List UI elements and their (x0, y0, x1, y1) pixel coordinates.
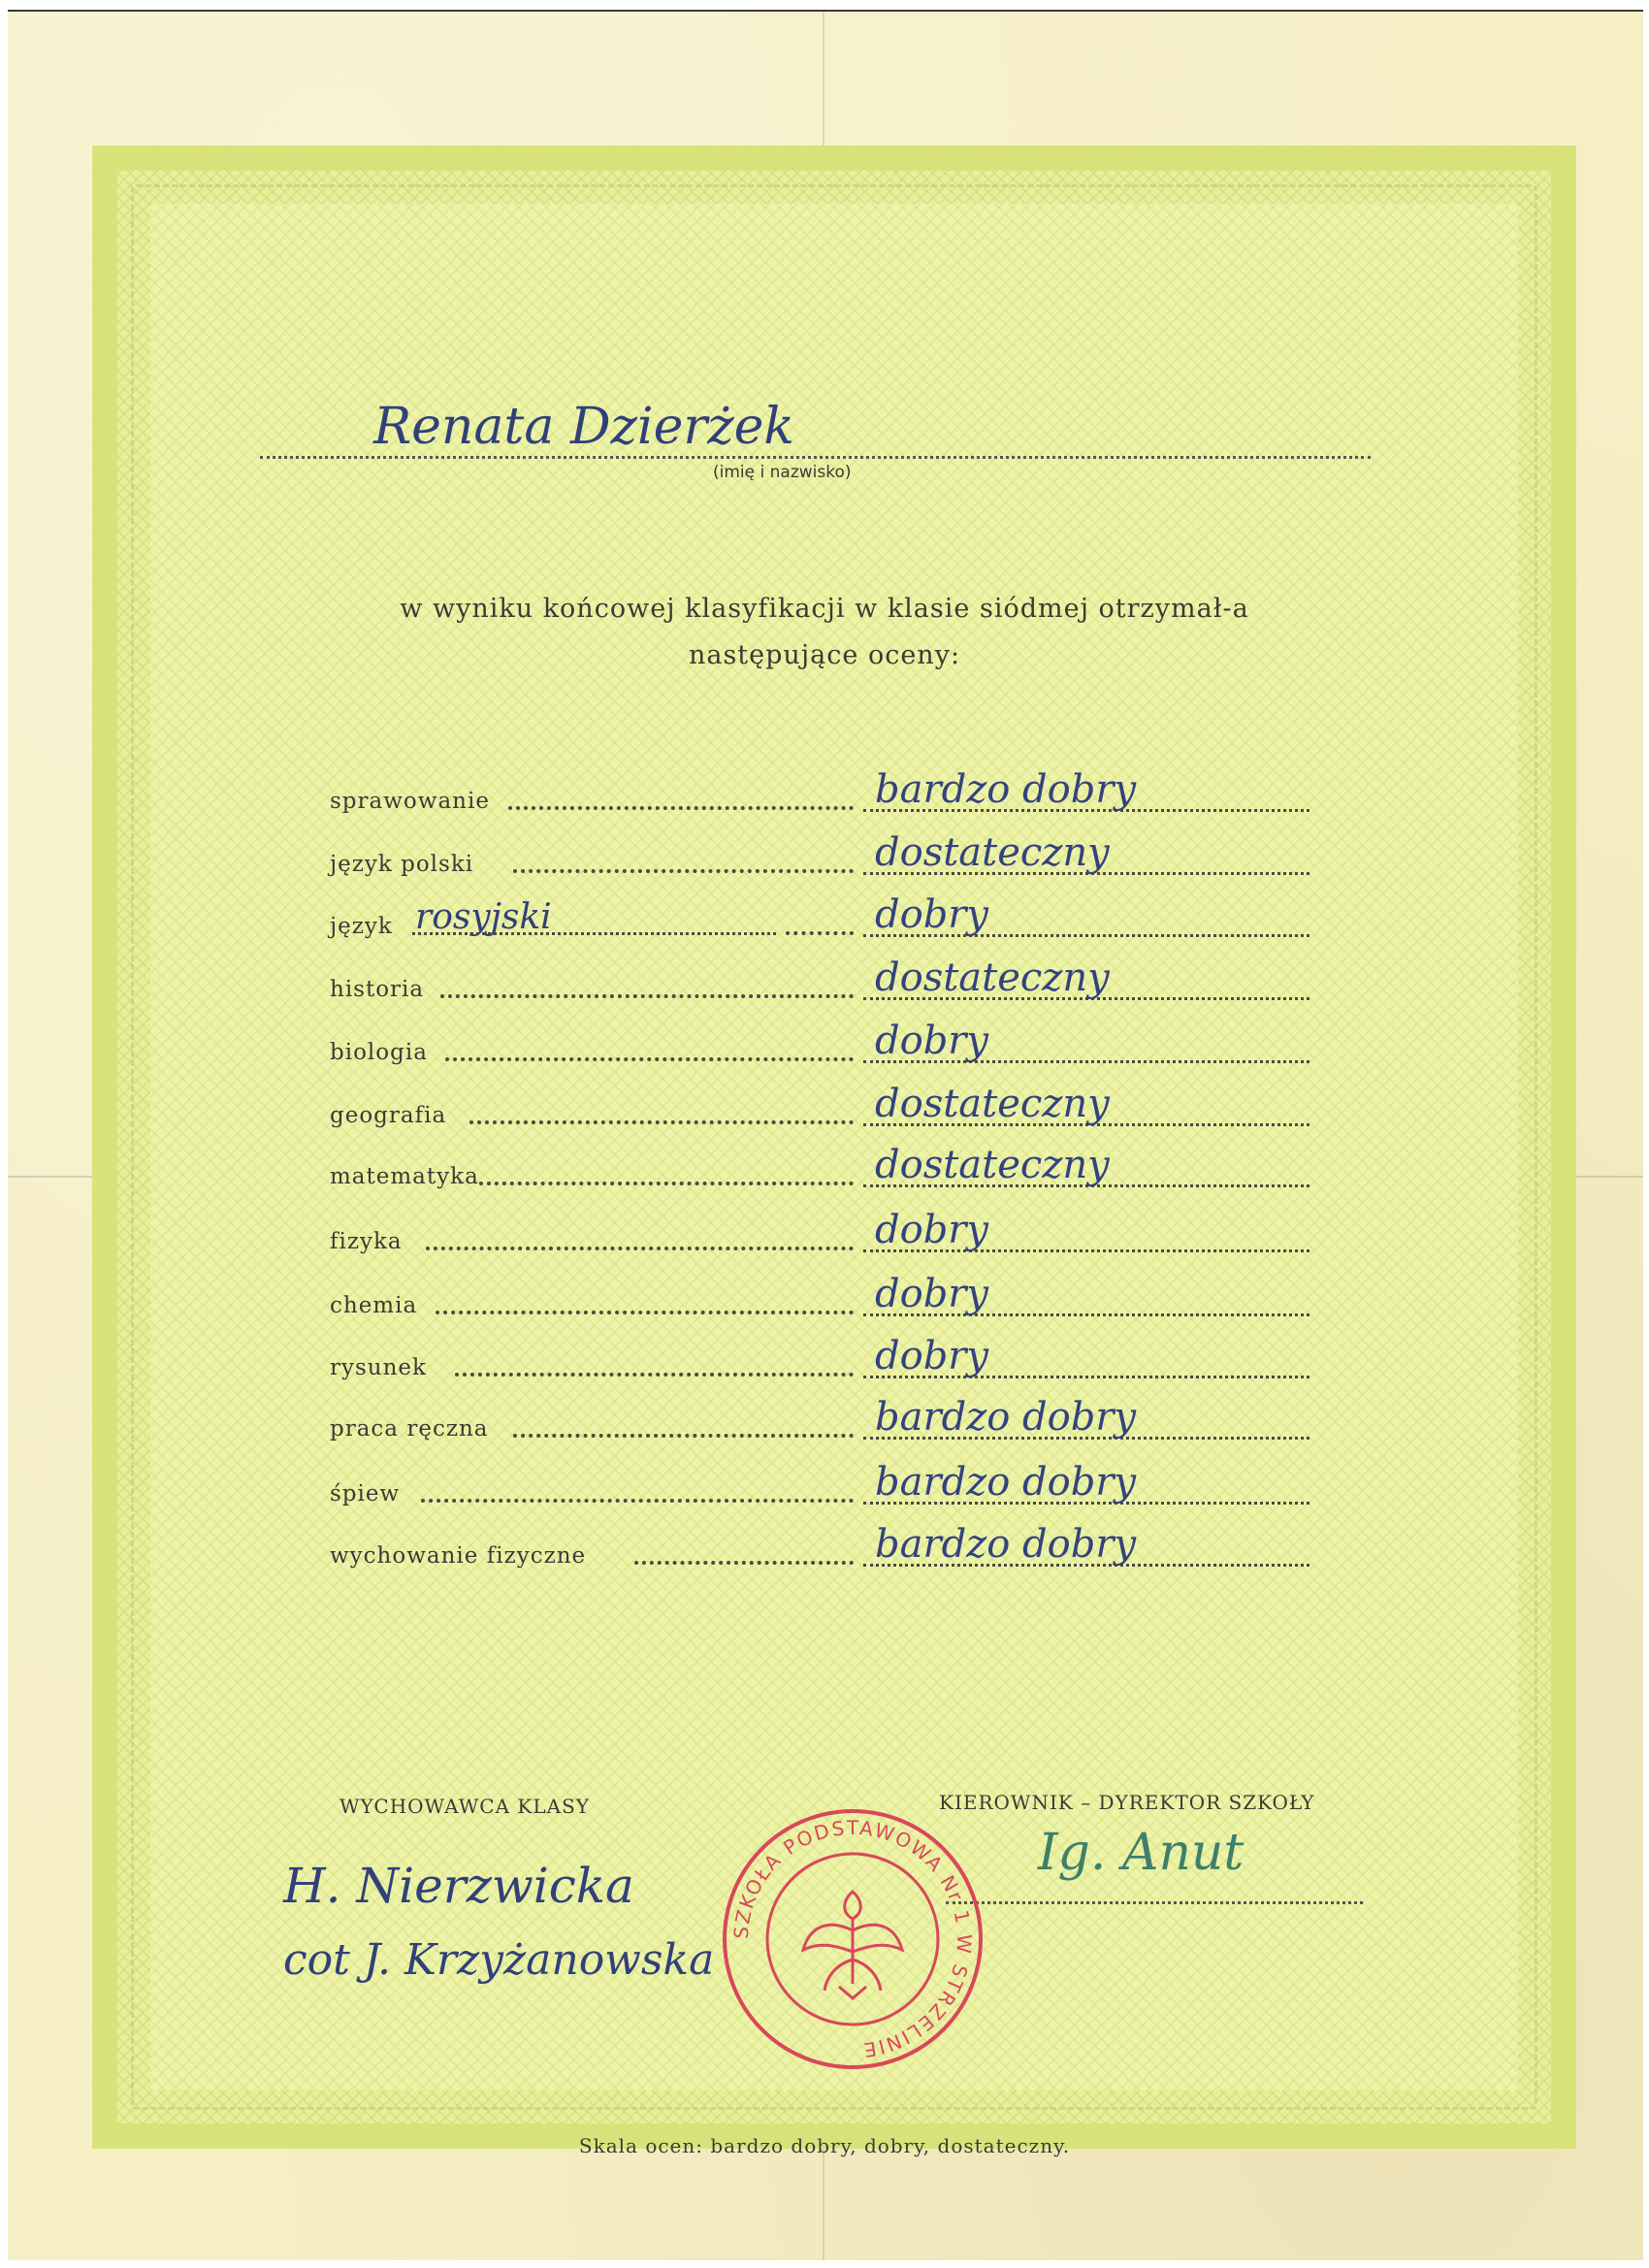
director-signature-line (946, 1901, 1363, 1904)
subject-label: sprawowanie (330, 789, 490, 814)
subject-suffix-handwritten: rosyjski (415, 897, 552, 937)
grade-value: bardzo dobry (875, 1522, 1137, 1567)
class-teacher-label: WYCHOWAWCA KLASY (340, 1795, 590, 1818)
grade-value: dostateczny (875, 1143, 1110, 1187)
dot-leader (513, 1434, 854, 1438)
dot-leader (436, 1311, 854, 1314)
dot-leader (455, 1373, 854, 1377)
subject-label: język (330, 914, 393, 939)
subject-label: język polski (330, 852, 474, 877)
subject-label: geografia (330, 1103, 447, 1128)
grade-value: bardzo dobry (875, 1460, 1137, 1505)
grade-value: dobry (875, 892, 989, 937)
dot-leader (445, 1057, 854, 1061)
subject-label: chemia (330, 1293, 418, 1318)
class-teacher-signature: H. Nierzwicka (283, 1858, 634, 1914)
grade-row (330, 1084, 1310, 1132)
intro-line-1: w wyniku końcowej klasyfikacji w klasie siódmej otrzymał-a (400, 594, 1249, 624)
grade-value: bardzo dobry (875, 767, 1137, 812)
grade-row (330, 957, 1310, 1006)
director-label: KIEROWNIK – DYREKTOR SZKOŁY (939, 1791, 1315, 1814)
director-signature: Ig. Anut (1038, 1824, 1245, 1882)
grade-value: dostateczny (875, 1082, 1110, 1126)
grade-value: bardzo dobry (875, 1395, 1137, 1440)
grade-row (330, 1336, 1310, 1384)
dot-leader (440, 994, 854, 998)
grade-value: dobry (875, 1334, 989, 1378)
stamp-text: SZKOŁA PODSTAWOWA Nr 1 W STRZELINIE (728, 1815, 977, 2062)
dot-leader (469, 1120, 854, 1124)
subject-label: wychowanie fizyczne (330, 1543, 587, 1569)
student-name: Renata Dzierżek (373, 398, 794, 456)
dot-leader (421, 1499, 854, 1503)
grade-row (330, 769, 1310, 818)
grading-scale-note: Skala ocen: bardzo dobry, dobry, dostateczny. (578, 2134, 1071, 2157)
dot-leader (479, 1182, 854, 1185)
school-stamp (718, 1804, 987, 2074)
grade-value: dobry (875, 1272, 989, 1316)
grade-row (330, 1145, 1310, 1193)
grade-row (330, 1524, 1310, 1572)
dot-leader (508, 806, 854, 810)
grade-row (330, 1274, 1310, 1322)
subject-label: biologia (330, 1040, 428, 1065)
subject-label: śpiew (330, 1481, 401, 1507)
grade-value: dobry (875, 1208, 989, 1252)
name-caption: (imię i nazwisko) (713, 463, 852, 482)
name-dotted-line (260, 456, 1371, 459)
dot-leader (426, 1247, 854, 1250)
eagle-emblem-icon (803, 1892, 902, 1998)
grade-value: dobry (875, 1019, 989, 1063)
grade-value: dostateczny (875, 830, 1110, 875)
subject-label: historia (330, 977, 425, 1002)
grade-row (330, 1462, 1310, 1510)
intro-line-2: następujące oceny: (688, 640, 961, 670)
class-teacher-signature-2: cot J. Krzyżanowska (283, 1935, 715, 1985)
grade-row (330, 1021, 1310, 1069)
subject-label: rysunek (330, 1355, 427, 1380)
dot-leader (513, 869, 854, 873)
dot-leader (634, 1561, 854, 1565)
grade-value: dostateczny (875, 956, 1110, 1000)
grade-row (330, 1210, 1310, 1258)
subject-label: fizyka (330, 1229, 403, 1254)
subject-label: matematyka (330, 1164, 479, 1189)
grade-row (330, 832, 1310, 881)
subject-suffix-line (412, 932, 776, 935)
grade-row (330, 1397, 1310, 1445)
dot-leader (786, 931, 854, 935)
grade-row (330, 894, 1310, 943)
subject-label: praca ręczna (330, 1416, 489, 1442)
